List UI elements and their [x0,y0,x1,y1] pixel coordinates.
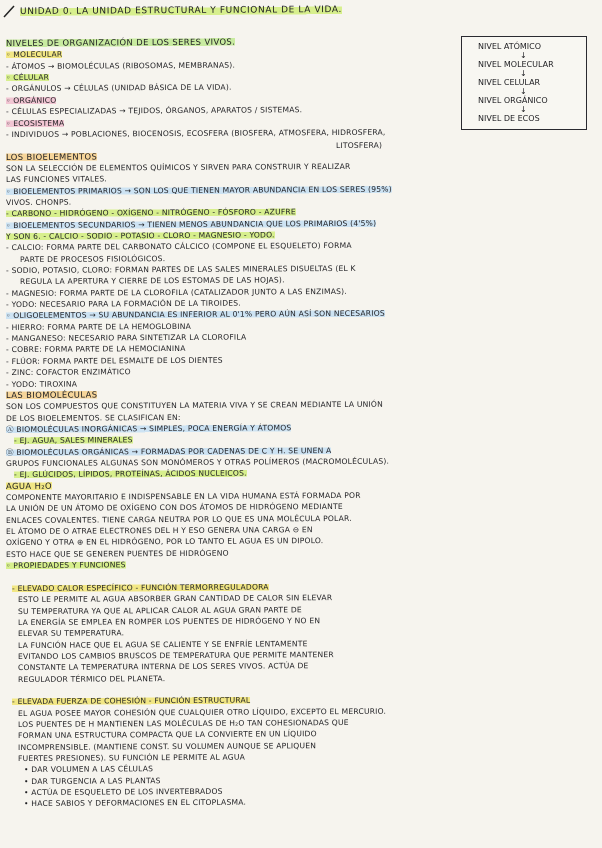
note-line [12,696,250,706]
note-line [6,322,191,332]
note-text: OXÍGENO Y OTRA ⊕ EN EL HIDRÓGENO, POR LO TANTO EL AGUA ES UN DIPOLO. [5,536,324,548]
note-line [24,798,246,808]
note-text: FORMAN UNA ESTRUCTURA COMPACTA QUE LA CONVIERTE EN UN LÍQUIDO [17,729,317,741]
levels-box-item: NIVEL DE ECOS [478,114,540,123]
note-line [6,162,351,173]
note-line [6,184,392,195]
note-text: Y SON 6. - CALCIO - SODIO - POTASIO - CLORO - MAGNESIO - YODO. [5,230,275,241]
note-line [6,241,352,252]
note-line [18,730,317,741]
levels-box-item: NIVEL ATÓMICO [478,42,542,51]
note-text: - CARBONO - HIDRÓGENO - OXÍGENO - NITRÓGENO - FÓSFORO - AZUFRE [5,207,296,219]
note-line [6,309,385,320]
note-line [14,469,247,479]
note-text: REGULADOR TÉRMICO DEL PLANETA. [17,673,166,684]
note-text: - YODO: NECESARIO PARA LA FORMACIÓN DE LA TIROIDES. [5,298,241,310]
note-line [6,536,323,547]
note-text: - ÁTOMOS → BIOMOLÉCULAS (RIBOSOMAS, MEMBRANAS). [5,60,236,71]
note-line [6,127,386,138]
note-line [6,118,64,127]
note-text: SON LA SELECCIÓN DE ELEMENTOS QUÍMICOS Y SIRVEN PARA CONSTRUIR Y REALIZAR [5,161,351,173]
note-line [6,514,352,525]
note-line [6,379,77,388]
note-line [6,83,232,93]
note-line [18,629,124,639]
note-line [6,73,49,82]
note-line [6,367,131,377]
section-heading [6,481,52,490]
note-text: ◦ PROPIEDADES Y FUNCIONES [5,560,126,571]
organization-levels-box [461,36,587,130]
note-line [6,502,343,513]
note-text: ◦ OLIGOELEMENTOS → SU ABUNDANCIA ES INFERIOR AL 0'1% PERO AÚN ASÍ SON NECESARIOS [5,309,385,321]
note-line [6,264,356,275]
note-line [24,765,153,775]
note-line [6,525,313,536]
note-line [18,753,245,763]
note-line [6,287,347,298]
note-line [6,423,291,434]
note-line [6,400,383,411]
note-line [20,254,165,264]
note-text: LA UNIÓN DE UN ÁTOMO DE OXÍGENO CON DOS ÁTOMOS DE HIDRÓGENO MEDIANTE [5,502,343,514]
note-line [18,706,386,717]
note-line [24,787,223,797]
note-text: LITOSFERA) [335,140,383,151]
note-text: DE LOS BIOELEMENTOS. SE CLASIFICAN EN: [5,412,181,423]
note-text: ELEVAR SU TEMPERATURA. [17,628,125,639]
note-text: Ⓑ BIOMOLÉCULAS ORGÁNICAS → FORMADAS POR CADENAS DE C Y H. SE UNEN A [5,445,332,457]
note-text: EL ÁTOMO DE O ATRAE ELECTRONES DEL H Y ESO GENERA UNA CARGA ⊖ EN [5,525,313,536]
note-text: LA FUNCIÓN HACE QUE EL AGUA SE CALIENTE Y SE ENFRÍE LENTAMENTE [17,638,308,650]
note-text: - ELEVADO CALOR ESPECÍFICO - FUNCIÓN TERMORREGULADORA [11,582,269,593]
note-line [6,175,107,185]
note-text: • DAR TURGENCIA A LAS PLANTAS [23,775,161,786]
note-text: SON LOS COMPUESTOS QUE CONSTITUYEN LA MATERIA VIVA Y SE CREAN MEDIANTE LA UNIÓN [5,399,384,412]
note-text: ESTO LE PERMITE AL AGUA ABSORBER GRAN CANTIDAD DE CALOR SIN ELEVAR [17,593,333,605]
note-text: - INDIVIDUOS → POBLACIONES, BIOCENOSIS, ECOSFERA (BIOSFERA, ATMOSFERA, HIDROSFERA, [5,127,386,139]
note-text: NIVELES DE ORGANIZACIÓN DE LOS SERES VIVOS. [5,36,236,48]
note-text: • ACTÚA DE ESQUELETO DE LOS INVERTEBRADOS [23,786,223,798]
note-line [24,776,161,786]
levels-box-arrow: ↓ [520,69,527,78]
note-text: FUERTES PRESIONES). SU FUNCIÓN LE PERMITE AL AGUA [17,752,246,763]
note-text: ◦ BIOELEMENTOS SECUNDARIOS → TIENEN MENOS ABUNDANCIA QUE LOS PRIMARIOS (4'5%) [5,218,377,230]
note-line [18,616,320,627]
note-text: • HACE SABIOS Y DEFORMACIONES EN EL CITOPLASMA. [23,798,247,809]
note-text: GRUPOS FUNCIONALES ALGUNAS SON MONÓMEROS Y OTRAS POLÍMEROS (MACROMOLÉCULAS). [5,456,390,468]
note-text: • DAR VOLUMEN A LAS CÉLULAS [23,764,154,775]
note-line [6,299,241,309]
note-text: INCOMPRENSIBLE. (MANTIENE CONST. SU VOLUMEN AUNQUE SE APLIQUEN [17,740,317,752]
note-text: - ELEVADA FUERZA DE COHESIÓN - FUNCIÓN ESTRUCTURAL [11,695,251,707]
note-text: LA ENERGÍA SE EMPLEA EN ROMPER LOS PUENTES DE HIDRÓGENO Y NO EN [17,616,321,627]
note-line [6,230,275,241]
note-line [6,413,181,423]
note-text: - EJ. GLÚCIDOS, LÍPIDOS, PROTEÍNAS, ÁCIDOS NUCLEICOS. [13,468,247,480]
note-line [6,333,246,343]
note-line [6,60,235,70]
margin-slash-mark [2,4,16,18]
section-heading [6,390,97,400]
note-text: PARTE DE PROCESOS FISIOLÓGICOS. [19,253,166,264]
note-line [18,605,302,616]
note-text: - MAGNESIO: FORMA PARTE DE LA CLOROFILA (CATALIZADOR JUNTO A LAS ENZIMAS). [5,286,347,298]
note-text: - YODO: TIROXINA [5,379,78,389]
note-text: - CÉLULAS ESPECIALIZADAS → TEJIDOS, ÓRGANOS, APARATOS / SISTEMAS. [5,105,303,117]
note-text: - ZINC: COFACTOR ENZIMÁTICO [5,367,131,378]
note-text: SU TEMPERATURA YA QUE AL APLICAR CALOR AL AGUA GRAN PARTE DE [17,604,302,616]
page-title: UNIDAD 0. LA UNIDAD ESTRUCTURAL Y FUNCIONAL DE LA VIDA. [19,5,342,17]
note-text: - COBRE: FORMA PARTE DE LA HEMOCIANINA [5,344,186,355]
note-text: Ⓐ BIOMOLÉCULAS INORGÁNICAS → SIMPLES, POCA ENERGÍA Y ÁTOMOS [5,423,292,434]
note-text: LAS BIOMOLÉCULAS [5,389,98,400]
note-text: LOS BIOELEMENTOS [5,150,98,162]
note-text: - ORGÁNULOS → CÉLULAS (UNIDAD BÁSICA DE LA VIDA). [5,83,232,94]
note-text: CONSTANTE LA TEMPERATURA INTERNA DE LOS SERES VIVOS. ACTÚA DE [17,661,309,673]
note-line [18,593,332,604]
note-line [12,582,269,593]
note-text: ◦ ORGÁNICO [5,95,57,105]
note-line [6,95,56,104]
note-text: COMPONENTE MAYORITARIO E INDISPENSABLE EN LA VIDA HUMANA ESTÁ FORMADA POR [5,490,361,502]
note-text: - CALCIO: FORMA PARTE DEL CARBONATO CÁLCICO (COMPONE EL ESQUELETO) FORMA [5,241,352,253]
note-line [18,662,309,673]
note-line [6,560,126,570]
note-text: REGULA LA APERTURA Y CIERRE DE LOS ESTOMAS DE LAS HOJAS). [19,275,285,287]
note-line [6,491,361,502]
levels-box-item: NIVEL ORGÁNICO [478,96,548,105]
note-text: AGUA H₂O [5,480,53,491]
levels-box-arrow: ↓ [520,87,527,96]
note-text: EVITANDO LOS CAMBIOS BRUSCOS DE TEMPERATURA QUE PERMITE MANTENER [17,649,334,661]
levels-box-arrow: ↓ [520,51,527,60]
note-line [6,50,62,59]
note-text: VIVOS. CHONPS. [5,197,72,207]
note-text: - HIERRO: FORMA PARTE DE LA HEMOGLOBINA [5,321,192,332]
note-line [6,208,296,219]
note-line [18,674,165,684]
note-line [6,344,186,354]
levels-box-item: NIVEL CELULAR [478,78,541,87]
note-line [18,718,349,729]
note-text: ◦ CÉLULAR [5,72,50,82]
levels-box-item: NIVEL MOLECULAR [478,60,554,69]
note-line [6,197,71,206]
note-text: ◦ MOLECULAR [5,50,63,60]
note-line [6,548,229,558]
levels-box-arrow: ↓ [520,105,527,114]
note-text: - FLÚOR: FORMA PARTE DEL ESMALTE DE LOS DIENTES [5,355,223,366]
note-line [18,741,316,752]
note-text: ESTO HACE QUE SE GENEREN PUENTES DE HIDRÓGENO [5,548,229,559]
section-heading [6,38,235,48]
note-line [18,639,308,650]
note-line [6,446,332,457]
note-text: LOS PUENTES DE H MANTIENEN LAS MOLÉCULAS DE H₂O TAN COHESIONADAS QUE [17,717,349,729]
note-text: ◦ ECOSISTEMA [5,118,65,128]
note-line [20,276,285,287]
note-line [14,436,133,446]
note-text: LAS FUNCIONES VITALES. [5,174,108,185]
note-text: EL AGUA POSEE MAYOR COHESIÓN QUE CUALQUIER OTRO LÍQUIDO, EXCEPTO EL MERCURIO. [17,706,387,718]
note-line [18,650,334,661]
section-heading [6,152,97,162]
note-line [6,218,376,229]
note-text: ENLACES COVALENTES. TIENE CARGA NEUTRA POR LO QUE ES UNA MOLÉCULA POLAR. [5,513,352,525]
note-line [6,457,389,468]
note-text: - EJ. AGUA, SALES MINERALES [13,435,133,446]
note-line [6,355,223,365]
note-text: ◦ BIOELEMENTOS PRIMARIOS → SON LOS QUE TIENEN MAYOR ABUNDANCIA EN LOS SERES (95%) [5,184,392,196]
note-line [336,141,382,150]
note-text: - MANGANESO: NECESARIO PARA SINTETIZAR LA CLOROFILA [5,332,247,344]
note-text: - SODIO, POTASIO, CLORO: FORMAN PARTES DE LAS SALES MINERALES DISUELTAS (EL K [5,263,356,275]
note-line [6,105,302,116]
